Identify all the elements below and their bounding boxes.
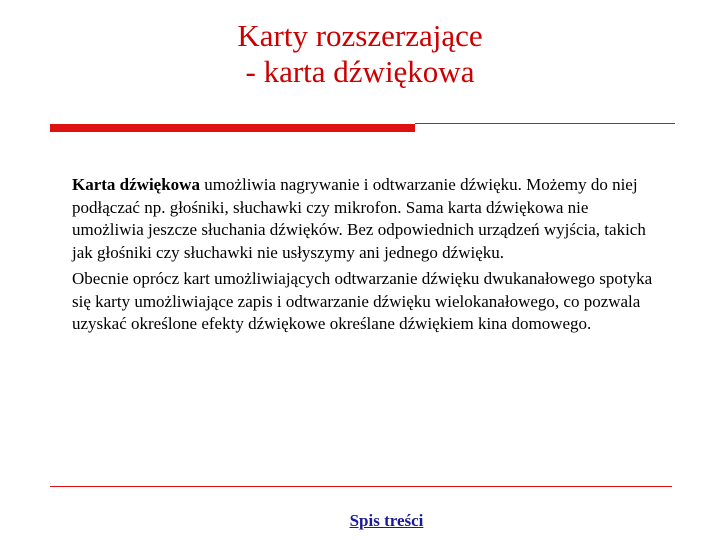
title-underline-thin [415,123,675,124]
bold-term: Karta dźwiękowa [72,175,200,194]
table-of-contents-link[interactable]: Spis treści [349,511,424,530]
slide-title-line2: - karta dźwiękowa [245,54,475,89]
paragraph-sound-card-text: umożliwia nagrywanie i odtwarzanie dźwięku. Możemy do niej podłączać np. głośniki, słuchawki czy mikrofon. Sama karta dźwiękowa nie umożliwia jeszcze słuchania dźwięków. Bez odpowiednich urządzeń wyjścia, takich jak głośniki czy słuchawki nie usłyszymy ani jednego dźwięku. [72,175,646,262]
bottom-divider [50,486,672,487]
paragraph-multichannel: Obecnie oprócz kart umożliwiających odtwarzanie dźwięku dwukanałowego spotyka się karty umożliwiające zapis i odtwarzanie dźwięku wielokanałowego, co pozwala uzyskać określone efekty dźwiękowe określane dźwiękiem kina domowego. [72,269,653,333]
paragraph-sound-card [72,174,662,264]
slide-title [0,18,720,90]
slide-content [72,174,662,336]
title-underline-thick [50,124,415,132]
slide-title-line1: Karty rozszerzające [237,18,483,53]
